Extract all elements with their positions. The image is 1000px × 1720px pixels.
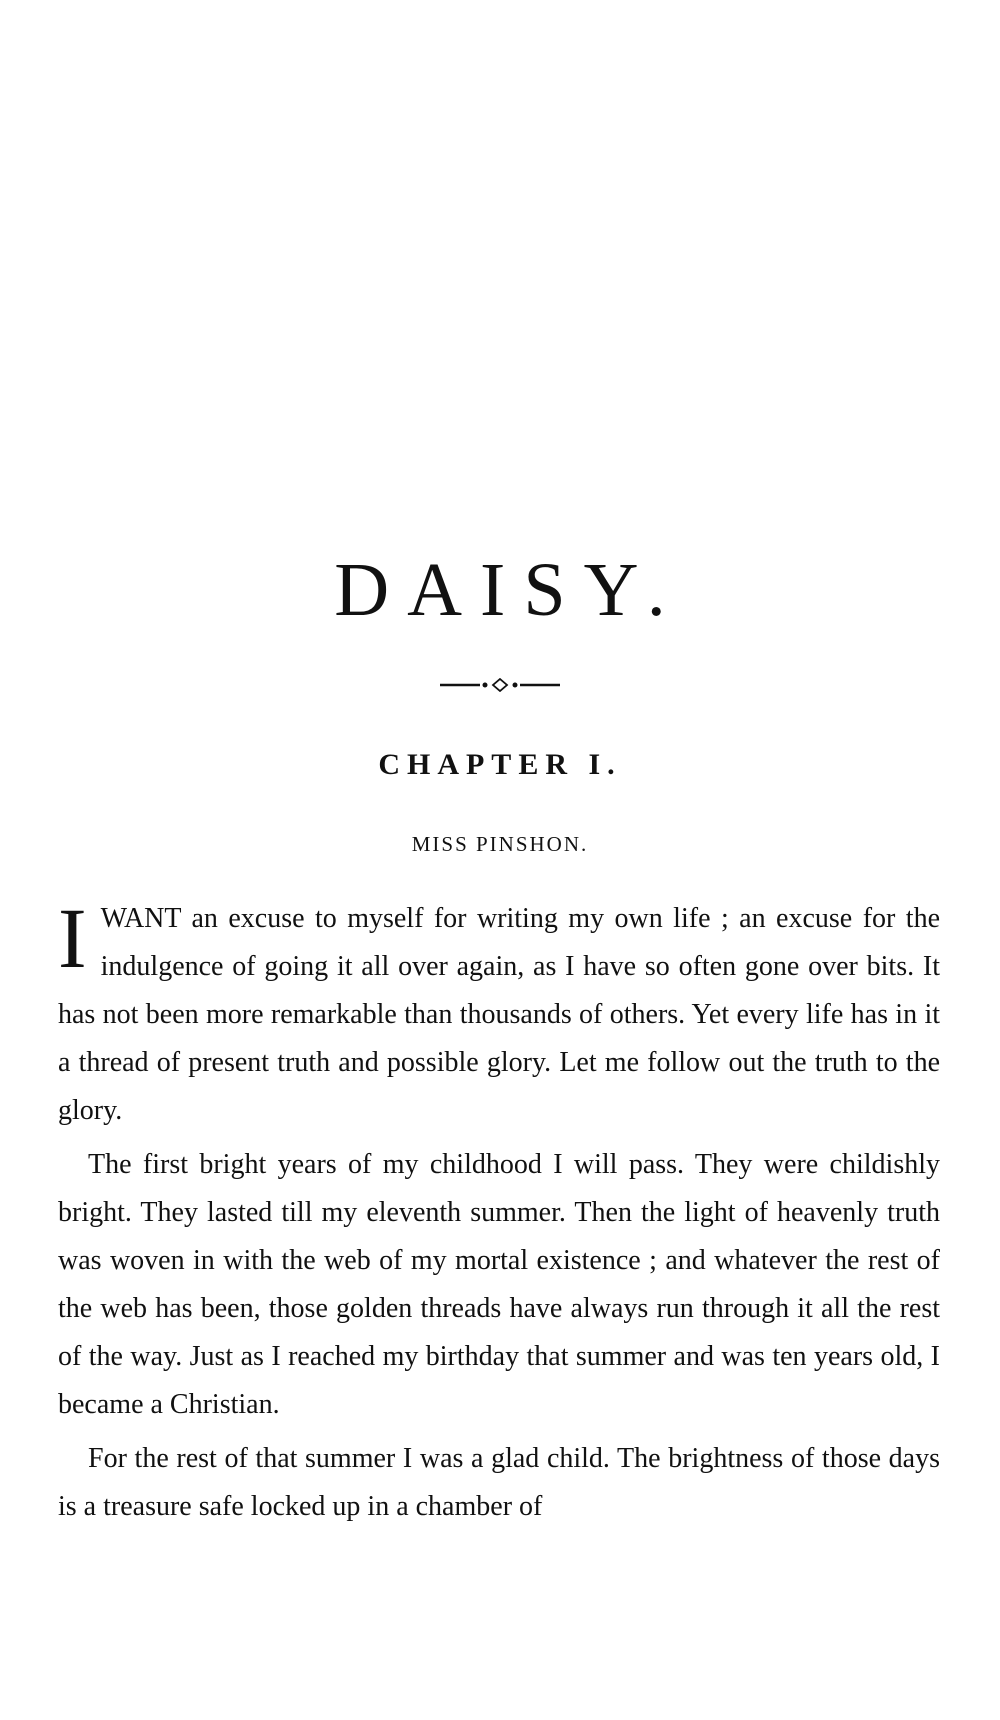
body-text	[58, 890, 940, 1537]
chapter-title: MISS PINSHON.	[411, 832, 589, 856]
drop-cap: I	[58, 890, 87, 986]
chapter-heading: CHAPTER I.	[378, 748, 622, 781]
diamond-rule-ornament-icon	[440, 678, 560, 692]
book-title: DAISY.	[334, 548, 684, 632]
paragraph-3: For the rest of that summer I was a glad child. The brightness of those days is a treasure safe locked up in a chamber of	[58, 1443, 940, 1522]
paragraph-1	[58, 890, 940, 1135]
paragraph-1-text: WANT an excuse to myself for writing my own life ; an excuse for the indulgence of going it all over again, as I have so often gone over bits. It has not been more remarkable than thousands of others. Yet every life has in it a thread of present truth and possible glory. Let me follow out the truth to the glory.	[58, 903, 940, 1126]
paragraph-2: The first bright years of my childhood I will pass. They were childishly bright. They lasted till my eleventh summer. Then the light of heavenly truth was woven in with the web of my mortal existence ; and whatever the rest of the web has been, those golden threads have always run through it all the rest of the way. Just as I reached my birthday that summer and was ten years old, I became a Christian.	[58, 1149, 940, 1420]
